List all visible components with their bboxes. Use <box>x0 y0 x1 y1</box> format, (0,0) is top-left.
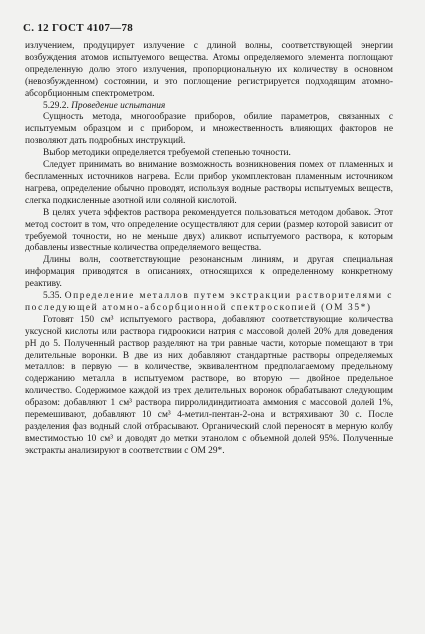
page-header: С. 12 ГОСТ 4107—78 <box>23 22 134 34</box>
paragraph-interference: Следует принимать во внимание возможность возникновения помех от пламенных и беспламенных источников нагрева. Если прибор укомплектован пламенным источником нагрева, определение обычно проводят, используя водные растворы испытуемых веществ, слегка подкисленные азотной или соляной кислотой. <box>25 160 393 206</box>
paragraph-additions: В целях учета эффектов раствора рекомендуется пользоваться методом добавок. Этот метод состоит в том, что определение осуществляют для серии (размер которой зависит от требуемой точности, но не меньше двух) аликвот испытуемого раствора, к которым добавлены известные количества определяемого вещества. <box>25 207 393 254</box>
paragraph-essence: Сущность метода, многообразие приборов, обилие параметров, связанных с испытуемым образцом и с прибором, и множественность влияющих факторов не позволяют дать подробных инструкций. <box>25 112 393 147</box>
document-body <box>25 41 393 458</box>
paragraph-procedure: Готовят 150 см³ испытуемого раствора, добавляют соответствующие количества уксусной кислоты или раствора гидроокиси натрия с массовой долей 20% для доведения рН до 5. Полученный раствор разделяют на три равные части, которые помещают в три делительные воронки. В две из них добавляют стандартные растворы определяемых металлов: в первую — в количестве, эквивалентном предполагаемому предельному содержанию металла в испытуемом растворе, во вторую — двойное предельное количество. Содержимое каждой из трех делительных воронок обрабатывают следующим образом: добавляют 1 см³ раствора пирролидиндитиоата аммония с массовой долей 1%, перемешивают, добавляют 10 см³ 4-метил-пентан-2-она и встряхивают 30 с. После разделения фаз водный слой отбрасывают. Органический слой переносят в мерную колбу вместимостью 10 см³ и доводят до метки этанолом с объемной долей 95%. Полученные экстракты анализируют в соответствии с ОМ 29*. <box>25 314 393 456</box>
section-title: Определение металлов путем экстракции растворителями с последующей атомно-абсорбционной спектроскопией (ОМ 35*) <box>25 291 394 313</box>
section-number: 5.29.2. <box>43 100 69 111</box>
section-title: Проведение испытания <box>71 100 166 111</box>
section-number: 5.35. <box>43 291 62 302</box>
paragraph-wavelengths: Длины волн, соответствующие резонансным линиям, и другая специальная информация приводятся в описаниях, относящихся к определенному конкретному реактиву. <box>25 255 393 290</box>
paragraph-method-choice: Выбор методики определяется требуемой степенью точности. <box>43 148 291 159</box>
paragraph-intro: излучением, продуцирует излучение с длиной волны, соответствующей энергии возбуждения атомов испытуемого вещества. Атомы определяемого элемента поглощают определенную долю этого излучения, пропорциональную их количеству в основном (невозбужденном) состоянии, и это поглощение регистрируется подходящим атомно-абсорбционным спектрометром. <box>25 41 393 99</box>
section-heading-5-29-2 <box>25 101 393 113</box>
section-heading-5-35 <box>25 291 393 315</box>
